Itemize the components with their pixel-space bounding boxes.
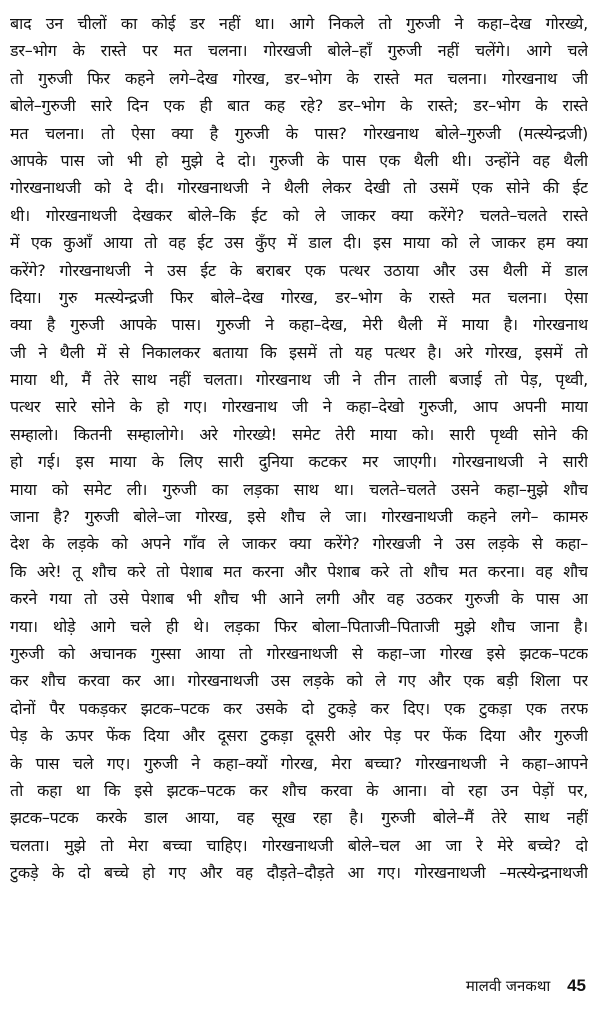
text-line: तो गुरुजी फिर कहने लगे–देख गोरख, डर–भोग के रास्ते मत चलना। गोरखनाथ जी bbox=[10, 68, 588, 88]
text-line: पेड़ के ऊपर फेंक दिया और दूसरा टुकड़ा दूसरी ओर पेड़ पर फेंक दिया और गुरुजी bbox=[10, 726, 588, 746]
text-line: माया को समेट ली। गुरुजी का लड़का साथ था। चलते–चलते उसने कहा–मुझे शौच bbox=[10, 479, 588, 499]
text-line: मत चलना। तो ऐसा क्या है गुरुजी के पास? गोरखनाथ बोले–गुरुजी (मत्स्येन्द्रजी) bbox=[10, 123, 588, 143]
text-line: के पास चले गए। गुरुजी ने कहा–क्यों गोरख, मेरा बच्चा? गोरखनाथजी ने कहा–आपने bbox=[10, 753, 588, 773]
text-line: चलता। मुझे तो मेरा बच्चा चाहिए। गोरखनाथजी बोले–चल आ जा रे मेरे बच्चे? दो bbox=[10, 835, 588, 855]
text-line: डर–भोग के रास्ते पर मत चलना। गोरखजी बोले–हाँ गुरुजी नहीं चलेंगे। आगे चले bbox=[10, 41, 588, 61]
text-line: करेंगे? गोरखनाथजी ने उस ईट के बराबर एक पत्थर उठाया और उस थैली में डाल bbox=[10, 260, 588, 280]
text-line: तो कहा था कि इसे झटक–पटक कर शौच करवा के आना। वो रहा उन पेड़ों पर, bbox=[10, 780, 588, 800]
page-footer bbox=[466, 976, 586, 996]
text-line: थी। गोरखनाथजी देखकर बोले–कि ईट को ले जाकर क्या करेंगे? चलते–चलते रास्ते bbox=[10, 205, 588, 225]
text-line: में एक कुआँ आया तो वह ईट उस कुँए में डाल दी। इस माया को ले जाकर हम क्या bbox=[10, 233, 588, 253]
page-number: 45 bbox=[567, 976, 586, 995]
body-text bbox=[10, 10, 588, 887]
text-line: टुकड़े के दो बच्चे हो गए और वह दौड़ते–दौड़ते आ गए। गोरखनाथजी –मत्स्येन्द्रनाथजी bbox=[10, 863, 588, 883]
text-line: बोले–गुरुजी सारे दिन एक ही बात कह रहे? डर–भोग के रास्ते; डर–भोग के रास्ते bbox=[10, 96, 588, 116]
text-line: सम्हालो। कितनी सम्हालोगे। अरे गोरख्ये! समेट तेरी माया को। सारी पृथ्वी सोने की bbox=[10, 424, 588, 444]
book-title: मालवी जनकथा bbox=[465, 977, 551, 995]
text-line: बाद उन चीलों का कोई डर नहीं था। आगे निकले तो गुरुजी ने कहा–देख गोरख्ये, bbox=[10, 14, 588, 33]
text-line: माया थी, मैं तेरे साथ नहीं चलता। गोरखनाथ जी ने तीन ताली बजाई तो पेड़, पृथ्वी, bbox=[10, 370, 588, 390]
text-line: देश के लड़के को अपने गाँव ले जाकर क्या करेंगे? गोरखजी ने उस लड़के से कहा– bbox=[10, 534, 588, 554]
text-line: जी ने थैली में से निकालकर बताया कि इसमें तो यह पत्थर है। अरे गोरख, इसमें तो bbox=[10, 342, 588, 362]
text-line: आपके पास जो भी हो मुझे दे दो। गुरुजी के पास एक थैली थी। उन्होंने वह थैली bbox=[10, 150, 588, 170]
text-line: क्या है गुरुजी आपके पास। गुरुजी ने कहा–देख, मेरी थैली में माया है। गोरखनाथ bbox=[10, 315, 588, 335]
text-line: गया। थोड़े आगे चले ही थे। लड़का फिर बोला–पिताजी–पिताजी मुझे शौच जाना है। bbox=[10, 616, 588, 636]
text-line: कर शौच करवा कर आ। गोरखनाथजी उस लड़के को ले गए और एक बड़ी शिला पर bbox=[10, 671, 588, 691]
text-line: गोरखनाथजी को दे दी। गोरखनाथजी ने थैली लेकर देखी तो उसमें एक सोने की ईट bbox=[10, 178, 588, 198]
text-line: दोनों पैर पकड़कर झटक–पटक कर उसके दो टुकड़े कर दिए। एक टुकड़ा एक तरफ bbox=[10, 698, 588, 718]
text-line: हो गई। इस माया के लिए सारी दुनिया कटकर मर जाएगी। गोरखनाथजी ने सारी bbox=[10, 452, 588, 472]
text-line: पत्थर सारे सोने के हो गए। गोरखनाथ जी ने कहा–देखो गुरुजी, आप अपनी माया bbox=[10, 397, 588, 417]
text-line: करने गया तो उसे पेशाब भी शौच भी आने लगी और वह उठकर गुरुजी के पास आ bbox=[10, 589, 588, 609]
text-line: गुरुजी को अचानक गुस्सा आया तो गोरखनाथजी से कहा–जा गोरख इसे झटक–पटक bbox=[10, 643, 588, 663]
text-line: कि अरे! तू शौच करे तो पेशाब मत करना और पेशाब करे तो शौच मत करना। वह शौच bbox=[10, 561, 588, 581]
text-line: जाना है? गुरुजी बोले–जा गोरख, इसे शौच ले जा। गोरखनाथजी कहने लगे– कामरु bbox=[10, 507, 588, 527]
text-line: झटक–पटक करके डाल आया, वह सूख रहा है। गुरुजी बोले–मैं तेरे साथ नहीं bbox=[10, 808, 588, 828]
text-line: दिया। गुरु मत्स्येन्द्रजी फिर बोले–देख गोरख, डर–भोग के रास्ते मत चलना। ऐसा bbox=[10, 287, 588, 307]
